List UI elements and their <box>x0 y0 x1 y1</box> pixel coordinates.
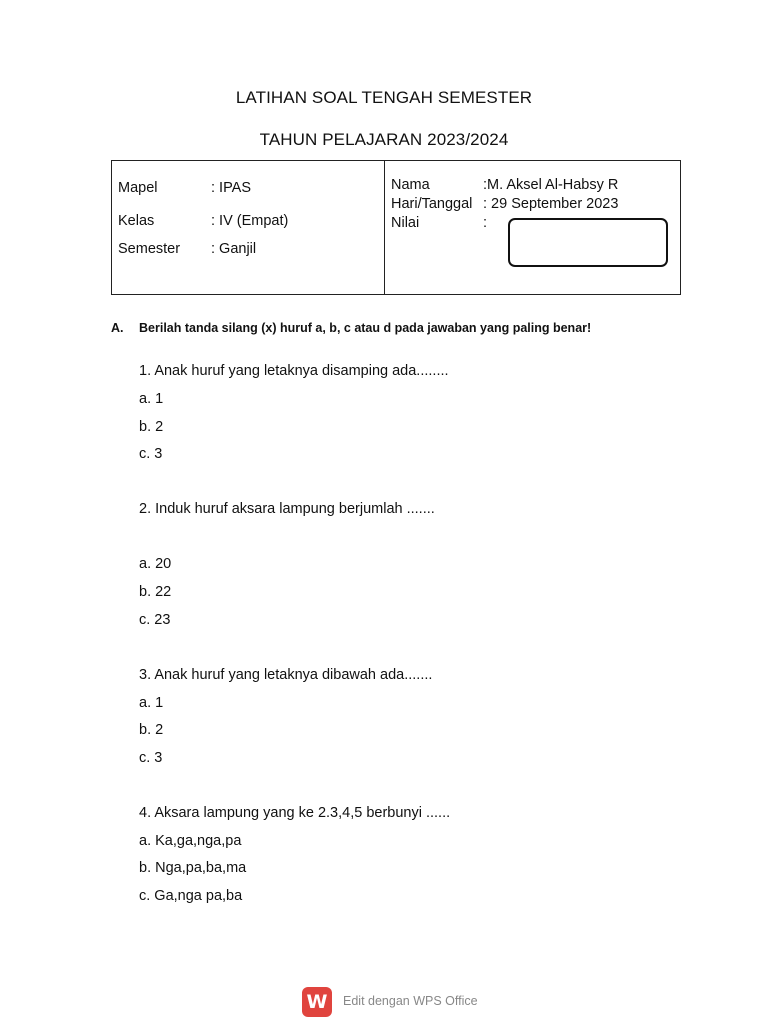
option-3a: a. 1 <box>139 695 164 711</box>
option-3b: b. 2 <box>139 722 164 738</box>
option-3c: c. 3 <box>139 750 163 766</box>
question-3: 3. Anak huruf yang letaknya dibawah ada....... <box>139 667 433 683</box>
option-1b: b. 2 <box>139 419 164 435</box>
section-letter: A. <box>111 321 124 335</box>
question-1: 1. Anak huruf yang letaknya disamping ada........ <box>139 363 449 379</box>
instruction-text: Berilah tanda silang (x) huruf a, b, c atau d pada jawaban yang paling benar! <box>139 321 592 335</box>
info-label: Mapel <box>118 180 158 196</box>
option-2c: c. 23 <box>139 612 171 628</box>
info-value: : Ganjil <box>211 241 257 257</box>
info-label: Semester <box>118 241 181 257</box>
info-label: Kelas <box>118 213 155 229</box>
info-label: Nama <box>391 177 430 193</box>
info-value: : 29 September 2023 <box>483 196 619 212</box>
option-1c: c. 3 <box>139 446 163 462</box>
info-value: :M. Aksel Al-Habsy R <box>483 177 619 193</box>
info-value: : <box>483 215 488 231</box>
score-box <box>508 218 668 267</box>
option-2a: a. 20 <box>139 556 172 572</box>
wps-logo-icon: W <box>302 987 332 1017</box>
wps-edit-link[interactable]: Edit dengan WPS Office <box>343 994 478 1008</box>
info-label: Hari/Tanggal <box>391 196 473 212</box>
document-title: LATIHAN SOAL TENGAH SEMESTER <box>235 88 533 107</box>
table-divider <box>384 161 385 294</box>
option-4a: a. Ka,ga,nga,pa <box>139 833 242 849</box>
question-4: 4. Aksara lampung yang ke 2.3,4,5 berbunyi ...... <box>139 805 451 821</box>
info-value: : IV (Empat) <box>211 213 289 229</box>
option-2b: b. 22 <box>139 584 172 600</box>
student-info-table <box>111 160 681 295</box>
info-value: : IPAS <box>211 180 252 196</box>
option-4b: b. Nga,pa,ba,ma <box>139 860 247 876</box>
option-4c: c. Ga,nga pa,ba <box>139 888 243 904</box>
question-2: 2. Induk huruf aksara lampung berjumlah ....... <box>139 501 435 517</box>
option-1a: a. 1 <box>139 391 164 407</box>
school-year-title: TAHUN PELAJARAN 2023/2024 <box>259 130 509 149</box>
info-label: Nilai <box>391 215 420 231</box>
